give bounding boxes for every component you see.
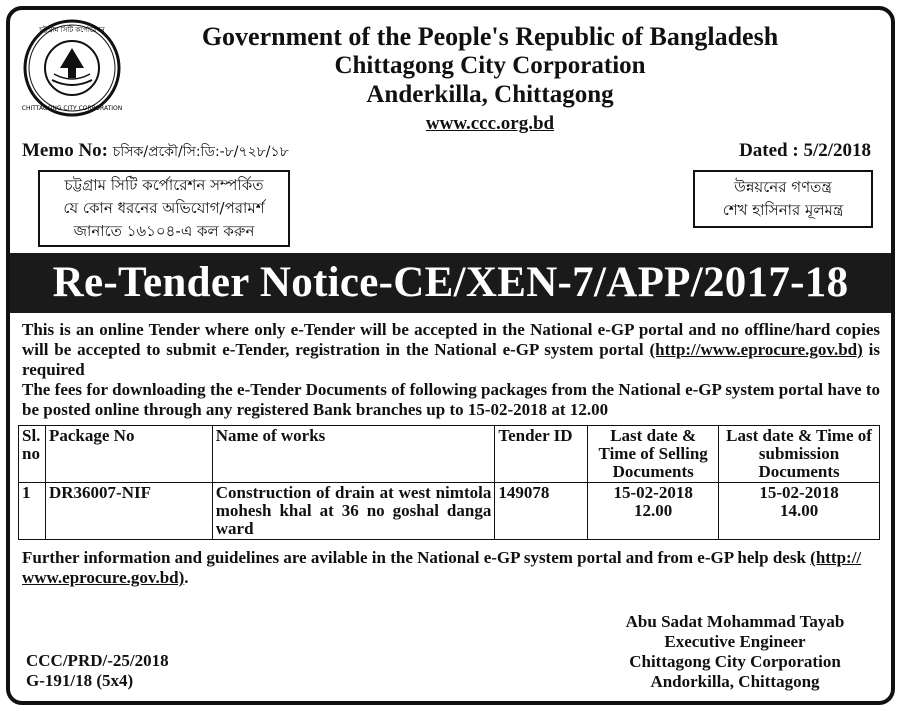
city-corporation-seal-icon — [22, 18, 122, 118]
para1-text: This is an online Tender where only e-Tender will be accepted in the National e-GP portal and no offline/hard copies will be accepted to submit e-Tender, registration in the National e-GP system portal — [22, 320, 880, 359]
dated: Dated : 5/2/2018 — [739, 140, 871, 161]
submission-date: 15-02-2018 — [759, 483, 839, 502]
hotline-line-1: চট্টগ্রাম সিটি কর্পোরেশন সম্পর্কিত — [64, 176, 264, 194]
cell-sl: 1 — [19, 483, 46, 540]
complaint-hotline-box — [38, 170, 290, 247]
selling-time: 12.00 — [634, 501, 673, 520]
para1-tail: is required — [22, 340, 880, 379]
header-package: Package No — [45, 426, 212, 483]
header-address: Anderkilla, Chittagong — [366, 81, 614, 108]
memo-value: চসিক/প্রকৌ/সি:ডি:-৮/৭২৮/১৮ — [112, 144, 289, 160]
selling-date: 15-02-2018 — [613, 483, 693, 502]
submission-time: 14.00 — [779, 501, 819, 520]
header-corporation: Chittagong City Corporation — [334, 52, 646, 79]
header-website-link[interactable]: www.ccc.org.bd — [425, 113, 555, 134]
ref-line-2: G-191/18 (5x4) — [26, 671, 134, 690]
memo-label: Memo No: — [22, 140, 108, 161]
signatory-title: Executive Engineer — [664, 632, 806, 651]
signatory-org: Chittagong City Corporation — [629, 652, 841, 671]
cell-selling — [588, 483, 719, 540]
eprocure-link[interactable]: (http://www.eprocure.gov.bd) — [649, 340, 863, 359]
slogan-line-1: উন্নয়নের গণতন্ত্র — [734, 178, 832, 196]
table-header-row — [19, 426, 880, 483]
svg-text:চট্টগ্রাম সিটি কর্পোরেশন: চট্টগ্রাম সিটি কর্পোরেশন — [39, 26, 105, 34]
slogan-box — [693, 170, 873, 228]
header-tender-id: Tender ID — [495, 426, 588, 483]
svg-text:CHITTAGONG CITY CORPORATION: CHITTAGONG CITY CORPORATION — [22, 105, 122, 112]
header-sl: Sl. no — [19, 426, 46, 483]
header-government: Government of the People's Republic of Bangladesh — [201, 22, 779, 51]
header-selling: Last date & Time of Selling Documents — [588, 426, 719, 483]
fees-paragraph: The fees for downloading the e-Tender Documents of following packages from the National e-GP system portal have to be posted online through any registered Bank branches up to 15-02-2018 at 12.00 — [22, 380, 880, 419]
cell-submission — [719, 483, 880, 540]
signature-block — [600, 612, 870, 692]
eprocure-help-link[interactable]: (http:// www.eprocure.gov.bd) — [22, 548, 862, 587]
header-works: Name of works — [212, 426, 495, 483]
hotline-line-3: জানাতে ১৬১০৪-এ কল করুন — [73, 222, 255, 240]
reference-block — [26, 651, 169, 691]
footer-tail: . — [184, 568, 189, 587]
cell-package: DR36007-NIF — [45, 483, 212, 540]
signatory-name: Abu Sadat Mohammad Tayab — [625, 612, 845, 631]
footer-text: Further information and guidelines are avilable in the National e-GP system portal and from e-GP help desk — [22, 548, 811, 567]
table-row — [19, 483, 880, 540]
tender-title-banner: Re-Tender Notice-CE/XEN-7/APP/2017-18 — [10, 253, 891, 313]
memo-number — [22, 140, 289, 164]
online-tender-paragraph — [22, 320, 880, 380]
tender-table — [18, 425, 880, 540]
header-submission: Last date & Time of submission Documents — [719, 426, 880, 483]
cell-tender-id: 149078 — [495, 483, 588, 540]
signatory-place: Andorkilla, Chittagong — [650, 672, 820, 691]
further-info-paragraph — [22, 548, 882, 588]
ref-line-1: CCC/PRD/-25/2018 — [26, 651, 169, 670]
slogan-line-2: শেখ হাসিনার মূলমন্ত্র — [722, 201, 844, 219]
hotline-line-2: যে কোন ধরনের অভিযোগ/পরামর্শ — [63, 199, 265, 217]
cell-works: Construction of drain at west nimtola mohesh khal at 36 no goshal danga ward — [212, 483, 495, 540]
